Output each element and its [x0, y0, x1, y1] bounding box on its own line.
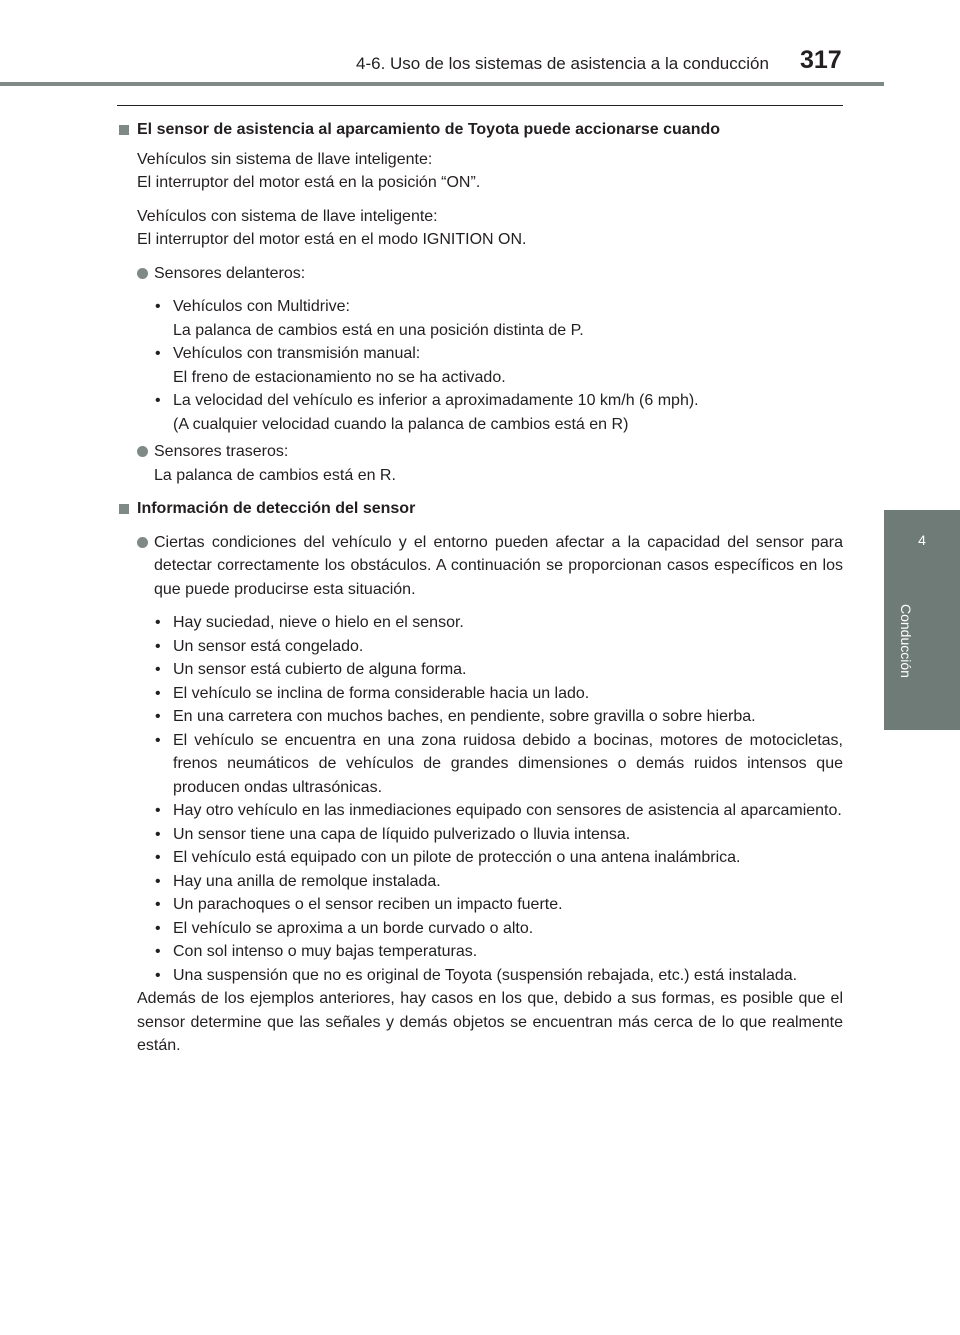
text-line: Vehículos con transmisión manual:	[173, 345, 421, 362]
text-line: (A cualquier velocidad cuando la palanca de cambios está en R)	[173, 415, 629, 433]
list-item-text: Hay una anilla de remolque instalada.	[173, 872, 441, 890]
list-item	[117, 799, 843, 823]
chapter-tab-label: Conducción	[898, 604, 914, 678]
bullet-icon: •	[155, 345, 161, 362]
text-line: El interruptor del motor está en el modo IGNITION ON.	[137, 231, 527, 248]
section-heading-text: Información de detección del sensor	[137, 500, 416, 517]
text-line: La palanca de cambios está en R.	[154, 466, 396, 484]
bullet-icon: •	[155, 731, 161, 749]
bullet-icon: •	[155, 708, 161, 725]
text-line: Vehículos con sistema de llave inteligente:	[137, 207, 438, 225]
list-item	[117, 682, 843, 706]
header-title: 4-6. Uso de los sistemas de asistencia a la conducción	[356, 54, 769, 73]
bullet-icon: •	[155, 802, 161, 819]
list-item-text: El vehículo se aproxima a un borde curvado o alto.	[173, 919, 534, 937]
list-item-title: Sensores traseros:	[154, 443, 289, 460]
bullet-icon: •	[155, 896, 161, 913]
list-item-text: Un sensor tiene una capa de líquido pulverizado o lluvia intensa.	[173, 825, 631, 843]
detection-conditions-list	[117, 611, 843, 987]
list-item-text: Hay otro vehículo en las inmediaciones equipado con sensores de asistencia al aparcamiento.	[173, 802, 842, 819]
list-item-text: El vehículo se encuentra en una zona ruidosa debido a bocinas, motores de motocicletas, frenos neumáticos de vehículos de grandes dimensiones o demás ruidos intensos que producen ondas ultrasónicas.	[173, 731, 843, 796]
list-item	[117, 262, 843, 286]
square-bullet-icon	[119, 504, 129, 514]
bullet-icon: •	[155, 966, 161, 984]
paragraph	[117, 148, 843, 195]
section-heading	[117, 497, 843, 521]
intro-text: Ciertas condiciones del vehículo y el entorno pueden afectar a la capacidad del sensor para detectar correctamente los obstáculos. A continuación se proporcionan casos específicos en los que puede producirse esta situación.	[154, 533, 843, 598]
list-item	[117, 846, 843, 870]
bullet-icon: •	[155, 919, 161, 937]
list-item-text: Un sensor está congelado.	[173, 637, 364, 655]
text-line: El freno de estacionamiento no se ha activado.	[173, 368, 506, 386]
list-item	[117, 893, 843, 917]
page-number: 317	[800, 46, 842, 74]
list-item-text: Una suspensión que no es original de Toyota (suspensión rebajada, etc.) está instalada.	[173, 966, 798, 984]
bullet-icon: •	[155, 943, 161, 960]
list-item-text: El vehículo está equipado con un pilote de protección o una antena inalámbrica.	[173, 849, 741, 866]
list-item-text: Un parachoques o el sensor reciben un impacto fuerte.	[173, 896, 563, 913]
bullet-icon: •	[155, 637, 161, 655]
list-item	[117, 342, 843, 389]
bullet-icon: •	[155, 872, 161, 890]
list-item	[117, 531, 843, 602]
square-bullet-icon	[119, 125, 129, 135]
closing-paragraph: Además de los ejemplos anteriores, hay casos en los que, debido a sus formas, es posible que el sensor determine que las señales y demás objetos se encuentran más cerca de lo que realmente están.	[137, 990, 843, 1054]
bullet-icon: •	[155, 614, 161, 631]
circle-bullet-icon	[137, 537, 148, 548]
list-item	[117, 917, 843, 941]
list-item-text: Un sensor está cubierto de alguna forma.	[173, 661, 467, 678]
paragraph	[117, 205, 843, 252]
text-line: Vehículos sin sistema de llave inteligente:	[137, 150, 433, 168]
list-item-text: El vehículo se inclina de forma considerable hacia un lado.	[173, 684, 590, 702]
list-item	[117, 295, 843, 342]
list-item	[117, 658, 843, 682]
list-item	[117, 964, 843, 988]
bullet-icon: •	[155, 392, 161, 409]
circle-bullet-icon	[137, 268, 148, 279]
list-item	[117, 940, 843, 964]
section-heading-text: El sensor de asistencia al aparcamiento de Toyota puede accionarse cuando	[137, 121, 721, 138]
list-item	[117, 823, 843, 847]
list-item	[117, 729, 843, 800]
list-item	[117, 389, 843, 436]
page-content	[117, 118, 843, 1058]
text-line: Vehículos con Multidrive:	[173, 298, 350, 315]
section-heading	[117, 118, 843, 142]
list-item	[117, 611, 843, 635]
list-item	[117, 870, 843, 894]
list-item	[117, 440, 843, 487]
list-item-title: Sensores delanteros:	[154, 264, 306, 282]
list-item	[117, 635, 843, 659]
chapter-tab-number: 4	[918, 532, 926, 548]
text-line: La velocidad del vehículo es inferior a aproximadamente 10 km/h (6 mph).	[173, 392, 699, 409]
list-item	[117, 705, 843, 729]
bullet-icon: •	[155, 684, 161, 702]
list-item-text: Con sol intenso o muy bajas temperaturas.	[173, 943, 478, 960]
header-rule	[0, 82, 884, 86]
bullet-icon: •	[155, 825, 161, 843]
bullet-icon: •	[155, 661, 161, 678]
text-line: El interruptor del motor está en la posición “ON”.	[137, 174, 481, 191]
bullet-icon: •	[155, 849, 161, 866]
list-item-text: Hay suciedad, nieve o hielo en el sensor.	[173, 614, 464, 631]
bullet-icon: •	[155, 298, 161, 315]
list-item-text: En una carretera con muchos baches, en pendiente, sobre gravilla o sobre hierba.	[173, 708, 756, 725]
circle-bullet-icon	[137, 446, 148, 457]
text-line: La palanca de cambios está en una posición distinta de P.	[173, 321, 584, 339]
content-top-rule	[117, 105, 843, 106]
